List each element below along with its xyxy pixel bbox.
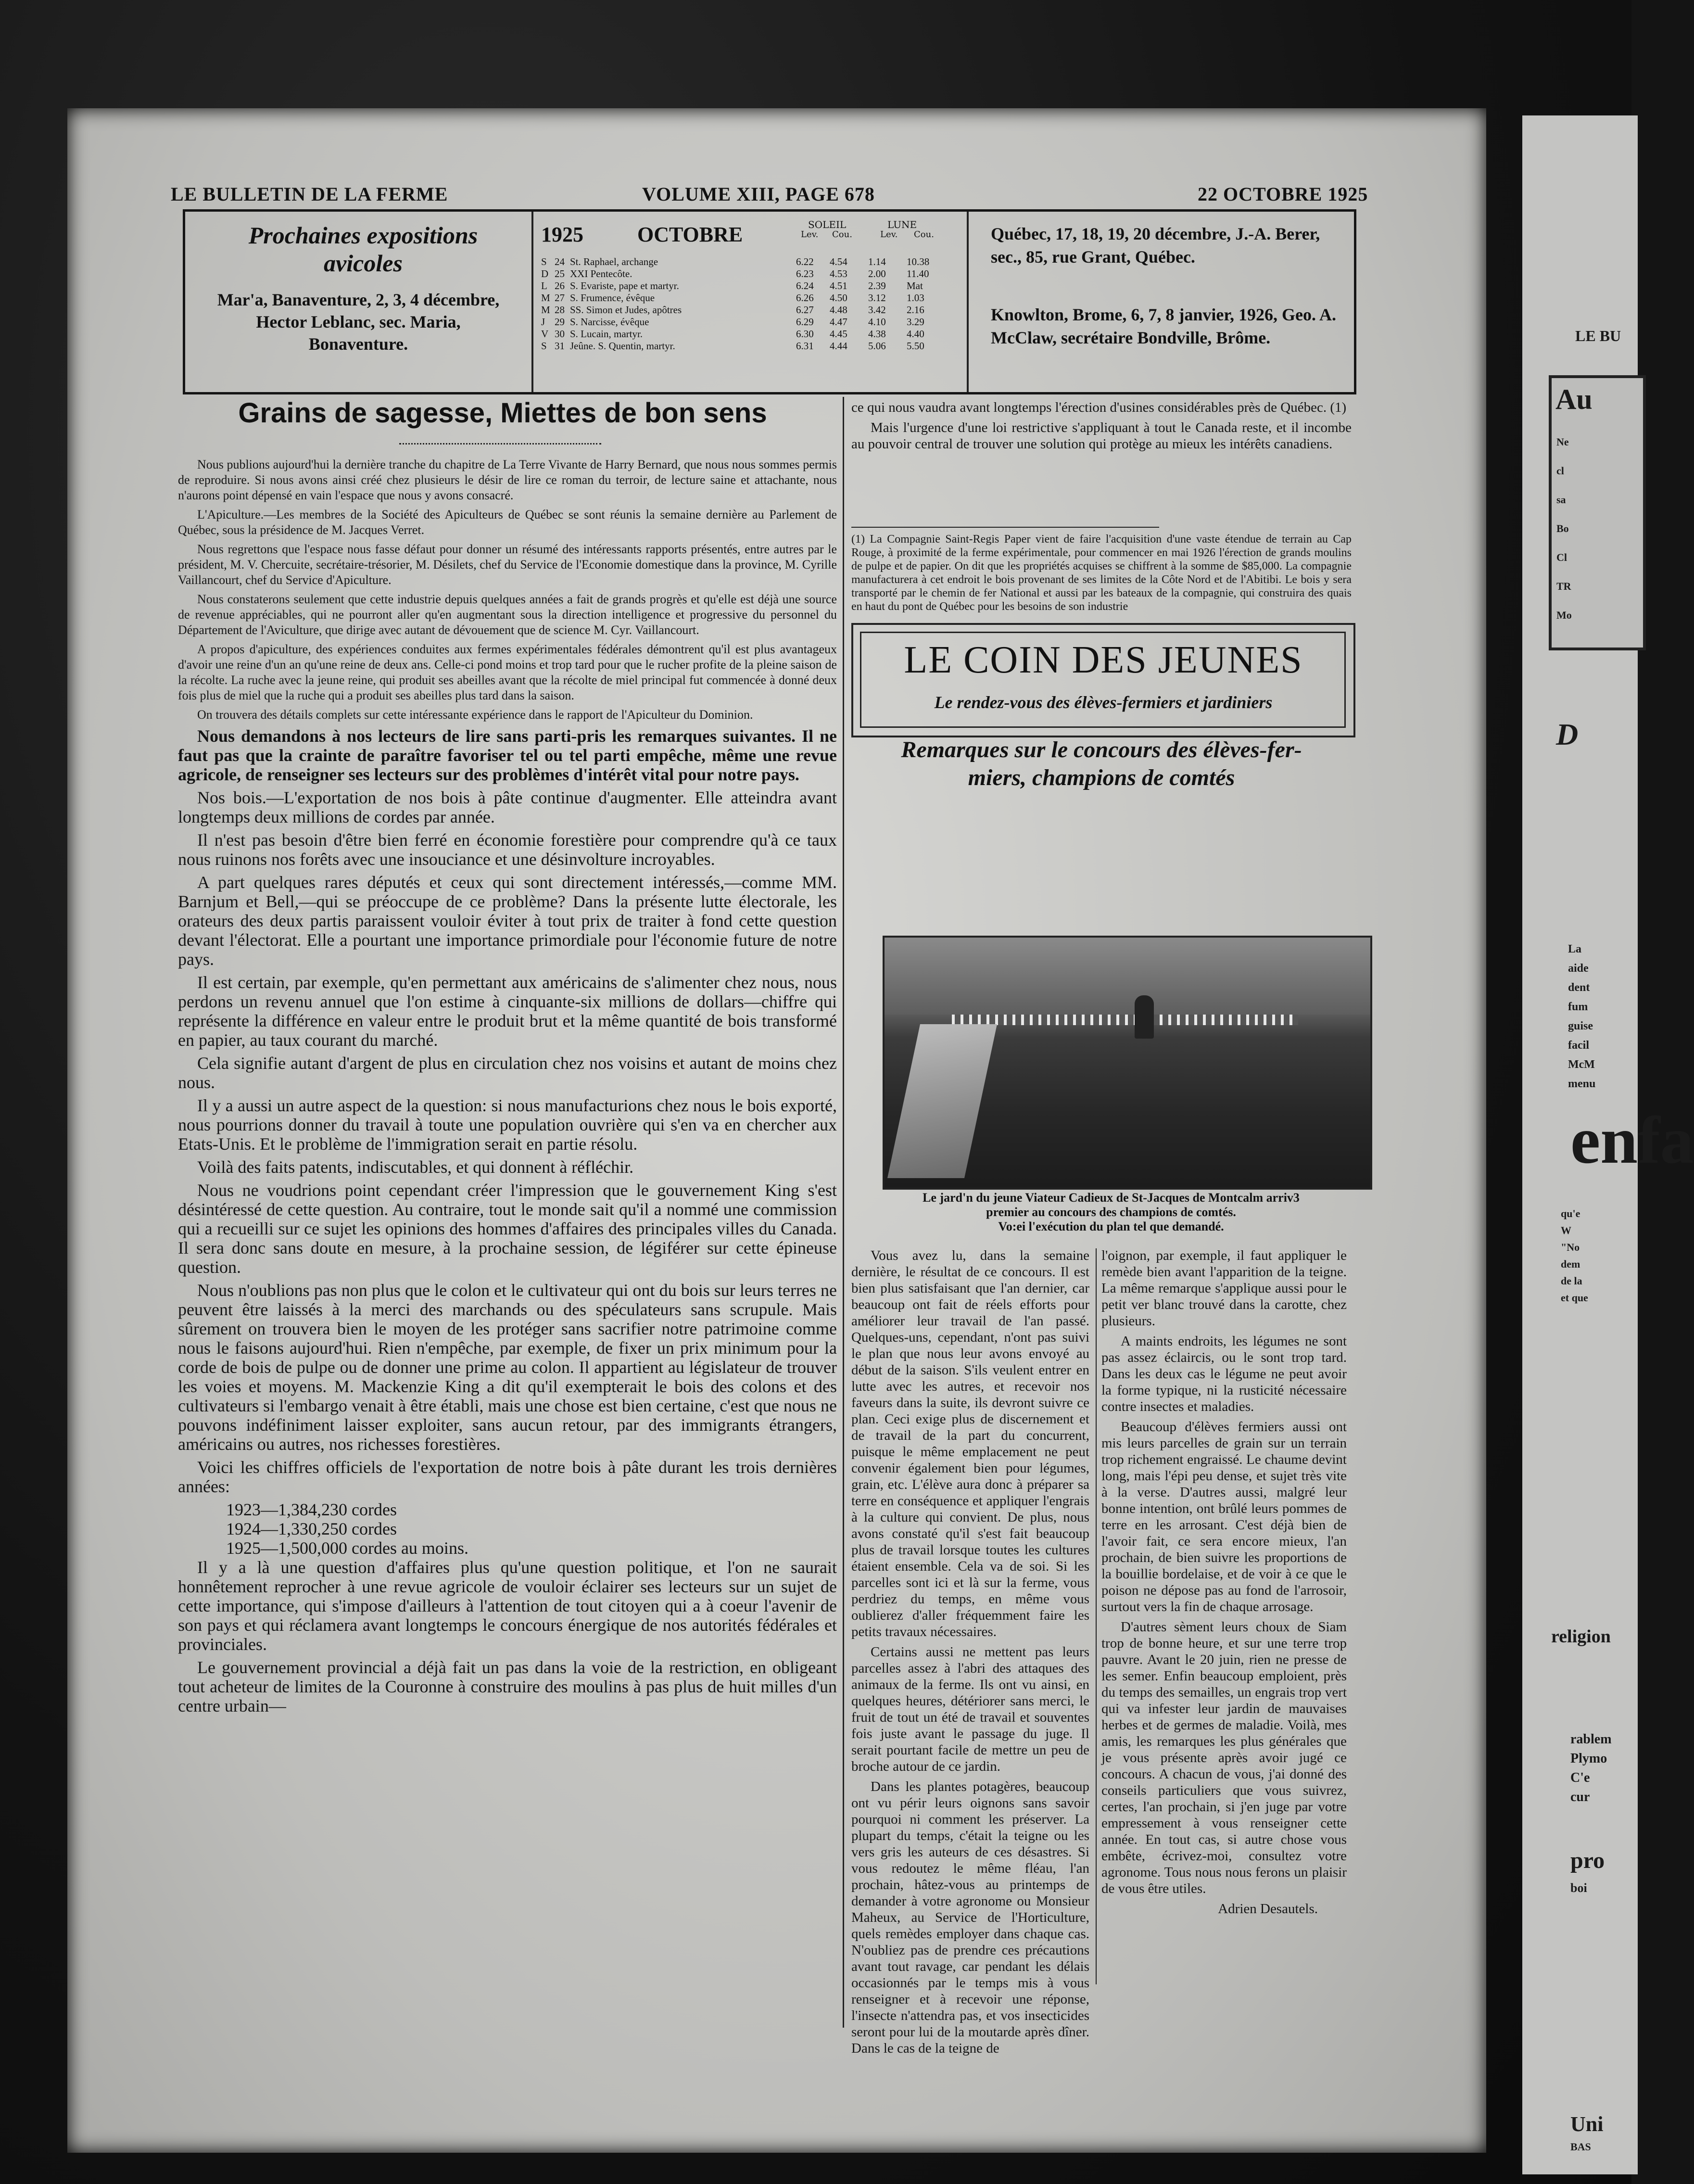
expositions-title: Prochaines expositions avicoles bbox=[248, 222, 478, 277]
calendar-cell-name: S. Evariste, pape et martyr. bbox=[570, 280, 679, 292]
calendar-cell-d: M bbox=[541, 304, 550, 316]
calendar-panel bbox=[534, 212, 969, 392]
calendar-cell-d: S bbox=[541, 340, 547, 352]
calendar-row bbox=[541, 304, 964, 316]
calendar-cell-name: S. Narcisse, évêque bbox=[570, 316, 649, 328]
calendar-cell-d: D bbox=[541, 268, 549, 279]
calendar-cell-ll: 5.06 bbox=[868, 340, 886, 352]
calendar-cell-name: S. Lucain, martyr. bbox=[570, 328, 643, 340]
calendar-cell-name: XXI Pentecôte. bbox=[570, 268, 632, 279]
column-rule bbox=[843, 397, 844, 2028]
calendar-cell-n: 27 bbox=[555, 292, 565, 304]
calendar-row bbox=[541, 280, 964, 292]
bois-paragraph-5: Cela signifie autant d'argent de plus en circulation chez nos voisins et autant de moins chez nous. bbox=[178, 1054, 837, 1092]
issue-date: 22 OCTOBRE 1925 bbox=[1198, 183, 1368, 205]
coin-article-title: Remarques sur le concours des élèves-fer- miers, champions de comtés bbox=[901, 737, 1302, 790]
calendar-row bbox=[541, 316, 964, 328]
export-figures: 1923—1,384,230 cordes 1924—1,330,250 cordes 1925—1,500,000 cordes au moins. bbox=[226, 1500, 468, 1558]
calendar-cell-sl: 6.23 bbox=[796, 268, 814, 279]
calendar-year: 1925 bbox=[541, 223, 583, 246]
adjacent-ad-box: Au Ne cl sa Bo Cl TR Mo bbox=[1549, 375, 1646, 650]
calendar-row bbox=[541, 340, 964, 352]
calendar-cell-ll: 2.39 bbox=[868, 280, 886, 292]
expositions-left-panel bbox=[185, 212, 533, 392]
soleil-cou: Cou. bbox=[832, 229, 852, 240]
calendar-row bbox=[541, 328, 964, 340]
calendar-row bbox=[541, 292, 964, 304]
bois-paragraph-8: Nous ne voudrions point cependant créer l'impression que le gouvernement King s'est désintéressé de cette question. Au contraire, tout le monde sait qu'il a nommé une commission qui a recueilli sur ce sujet les opinions des hommes d'affaires des principales villes du Canada. Il sera donc sans doute en mesure, à la prochaine session, de légiférer sur cette épineuse question. bbox=[178, 1181, 837, 1277]
coin-column-2: l'oignon, par exemple, il faut appliquer le remède bien avant l'apparition de la teigne. La même remarque s'applique aussi pour le petit ver blanc trouvé dans la carotte, chez plusieurs. A maints endroits, les légumes ne sont pas assez éclaircis, ou le sont trop tard. Dans les deux cas le légume ne peut avoir la forme typique, ni la rusticité nécessaire contre insectes et maladies. Beaucoup d'élèves fermiers aussi ont mis leurs parcelles de grain sur un terrain trop richement engraissé. Le chaume devint long, mais l'épi peu dense, et sujet très vite à la verse. D'autres aussi, malgré leur bonne intention, ont brûlé leurs pommes de terre en les arrosant. C'est déjà bien de l'avoir fait, ce sera encore mieux, l'an prochain, de bien suivre les proportions de la bouillie bordelaise, et de voir à ce que le poison ne dépose pas au fond de l'arrosoir, surtout vers la fin de chaque arrosage. D'autres sèment leurs choux de Siam trop de bonne heure, et sur une terre trop pauvre. Avant le 20 juin, rien ne presse de les semer. Enfin beaucoup emploient, près du temps des semailles, un engrais trop vert qui va infester leur jardin de mauvaises herbes et de germes de maladie. Voilà, mes amis, les remarques les plus générales que je vous présente après avoir jugé ce concours. A chacun de vous, j'ai donné des conseils particuliers que vous suivrez, certes, l'an prochain, si j'en juge par votre empressement à vous renseigner cette année. En tout cas, si autre chose vous embête, écrivez-moi, consultez votre agronome. Tous nous nous ferons un plaisir de vous être utiles. Adrien Desautels. bbox=[1101, 1248, 1347, 1917]
photo-caption: Le jard'n du jeune Viateur Cadieux de St-Jacques de Montcalm arriv3 premier au concours des champions de comtés. Vo:ei l'exécution du plan tel que demandé. bbox=[923, 1191, 1300, 1233]
coin-column-rule bbox=[1096, 1248, 1097, 1984]
calendar-cell-n: 26 bbox=[555, 280, 565, 292]
volume-page: VOLUME XIII, PAGE 678 bbox=[642, 183, 875, 205]
footnote: (1) La Compagnie Saint-Regis Paper vient de faire l'acquisition d'une vaste étendue de terrain au Cap Rouge, à proximité de la ferme expérimentale, pour commencer en mai 1926 l'érection de grands moulins de pulpe et de papier. On dit que les propriétés acquises se chiffrent à la somme de $85,000. La compagnie manufacturera à cet endroit le bois provenant de ses limites de la Côte Nord et de l'Abitibi. Le bois y sera transporté par le chemin de fer National et aussi par les bateaux de la compagnie, qui construira des quais en haut du pont de Québec pour les besoins de son industrie bbox=[851, 533, 1352, 613]
author-signature: Adrien Desautels. bbox=[1218, 1901, 1318, 1917]
bois-paragraph-2: Il n'est pas besoin d'être bien ferré en économie forestière pour comprendre qu'à ce taux nous ruinons nos forêts avec une insouciance et une désinvolture incroyables. bbox=[178, 830, 837, 869]
calendar-cell-d: S bbox=[541, 256, 547, 267]
masthead-title: LE BULLETIN DE LA FERME bbox=[171, 183, 448, 205]
calendar-cell-sc: 4.54 bbox=[830, 256, 847, 267]
calendar-cell-n: 30 bbox=[555, 328, 565, 340]
calendar-cell-name: SS. Simon et Judes, apôtres bbox=[570, 304, 682, 316]
calendar-cell-n: 31 bbox=[555, 340, 565, 352]
adjacent-page-header: LE BU bbox=[1575, 327, 1621, 344]
calendar-cell-sl: 6.30 bbox=[796, 328, 814, 340]
title-ornament bbox=[399, 440, 601, 444]
calendar-cell-name: St. Raphael, archange bbox=[570, 256, 658, 267]
footnote-rule bbox=[851, 527, 1159, 528]
calendar-cell-sl: 6.24 bbox=[796, 280, 814, 292]
apiculture-paragraph-5: On trouvera des détails complets sur cette intéressante expérience dans le rapport de l'Apiculteur du Dominion. bbox=[197, 708, 753, 722]
coin-des-jeunes-banner bbox=[851, 623, 1355, 737]
calendar-cell-n: 25 bbox=[555, 268, 565, 279]
calendar-cell-lc: 11.40 bbox=[907, 268, 929, 279]
article-title-grains: Grains de sagesse, Miettes de bon sens bbox=[238, 397, 767, 429]
coin-subtitle: Le rendez-vous des élèves-fermiers et jardiniers bbox=[934, 693, 1273, 712]
calendar-cell-sc: 4.47 bbox=[830, 316, 847, 328]
bois-paragraph-11: Il y a là une question d'affaires plus qu'une question politique, et l'on ne saurait honnêtement reprocher à une revue agricole de vouloir éclairer ses lecteurs sur un sujet de cette importance, qui s'impose d'ailleurs à l'attention de tout citoyen qui a à coeur l'avenir de son pays et qui réclamera avant longtemps le concours énergique de nos autorités fédérales et provinciales. bbox=[178, 1558, 837, 1654]
top-info-box bbox=[183, 209, 1356, 394]
calendar-cell-d: J bbox=[541, 316, 545, 328]
calendar-cell-lc: 1.03 bbox=[907, 292, 924, 304]
lune-lev: Lev. bbox=[880, 229, 898, 240]
bois-paragraph-3: A part quelques rares députés et ceux qui sont directement intéressés,—comme MM. Barnjum et Bell,—qui se préoccupe de ce problème? Dans la présente lutte électorale, les orateurs des deux partis paraissent vouloir éviter à tout prix de traiter à fond cette question devant l'électorat. Elle a pourtant une importance primordiale pour l'économie future de notre pays. bbox=[178, 873, 837, 969]
calendar-cell-name: Jeûne. S. Quentin, martyr. bbox=[570, 340, 675, 352]
calendar-cell-sl: 6.29 bbox=[796, 316, 814, 328]
calendar-row bbox=[541, 268, 964, 280]
newspaper-page bbox=[67, 108, 1486, 2153]
figure bbox=[1135, 995, 1154, 1039]
calendar-cell-sl: 6.26 bbox=[796, 292, 814, 304]
coin-column-1: Vous avez lu, dans la semaine dernière, le résultat de ce concours. Il est bien plus satisfaisant que l'an dernier, car beaucoup ont fait de réels efforts pour améliorer leur travail de l'an passé. Quelques-uns, cependant, n'ont pas suivi le plan que nous leur avons envoyé au début de la saison. S'ils veulent entrer en lutte avec les autres, et recevoir nos faveurs dans la suite, ils devront suivre ce plan. Ceci exige plus de discernement et de travail de la part du concurrent, puisque le même emplacement ne peut convenir également bien pour légumes, grain, etc. L'élève aura donc à préparer sa terre en conséquence et appliquer l'engrais à la culture qui convient. De plus, nous avons constaté qu'il s'est fait beaucoup plus de travail lorsque toutes les cultures étaient ensemble. Cela va de soi. Si les parcelles sont ici et là sur la ferme, vous perdriez du temps, en même vous oublierez d'aller fréquemment faire les petits travaux nécessaires. Certains aussi ne mettent pas leurs parcelles assez à l'abri des attaques des animaux de la ferme. Ils ont vu ainsi, en quelques heures, détériorer sans merci, le fruit de tout un été de travail et souventes fois juste avant le passage du juge. Il serait pourtant facile de mettre un peu de broche autour de ce jardin. Dans les plantes potagères, beaucoup ont vu périr leurs oignons sans savoir pourquoi ni comment les préserver. La plupart du temps, c'était la teigne ou les vers gris les auteurs de ces désastres. Si vous redoutez le même fléau, l'an prochain, hâtez-vous au printemps de demander à votre agronome ou Monsieur Maheux, au Service de l'Horticulture, quels remèdes employer dans chaque cas. N'oubliez pas de prendre ces précautions avant tout ravage, car pendant les délais occasionnés par le temps mis à vous renseigner et à recevoir une réponse, l'insecte n'attendra pas, et vos insecticides seront pour lui de la moutarde après dîner. Dans le cas de la teigne de bbox=[851, 1248, 1089, 2056]
calendar-cell-lc: Mat bbox=[907, 280, 923, 292]
bois-paragraph-7: Voilà des faits patents, indiscutables, et qui donnent à réfléchir. bbox=[197, 1157, 634, 1177]
calendar-cell-lc: 2.16 bbox=[907, 304, 924, 316]
calendar-cell-ll: 3.42 bbox=[868, 304, 886, 316]
bois-paragraph-10: Voici les chiffres officiels de l'exportation de notre bois à pâte durant les trois dernières années: bbox=[178, 1458, 837, 1496]
path bbox=[887, 1024, 997, 1178]
bois-paragraph-1: Nos bois.—L'exportation de nos bois à pâte continue d'augmenter. Elle atteindra avant longtemps deux millions de cordes par année. bbox=[178, 788, 837, 826]
calendar-cell-sl: 6.31 bbox=[796, 340, 814, 352]
calendar-cell-sl: 6.22 bbox=[796, 256, 814, 267]
calendar-cell-d: M bbox=[541, 292, 550, 304]
calendar-cell-d: L bbox=[541, 280, 547, 292]
calendar-cell-lc: 10.38 bbox=[907, 256, 930, 267]
bois-paragraph-12: Le gouvernement provincial a déjà fait un pas dans la voie de la restriction, en obligeant tout acheteur de limites de la Couronne à construire des moulins à pas plus de huit milles d'un centre urbain— bbox=[178, 1658, 837, 1715]
bois-paragraph-9: Nous n'oublions pas non plus que le colon et le cultivateur qui ont du bois sur leurs terres ne peuvent être laissés à la merci des marchands ou des spéculateurs sans scrupule. Mais sûrement on trouvera bien le moyen de les protéger sans sacrifier notre patrimoine comme nous le faisons aujourd'hui. Rien n'empêche, par exemple, de fixer un prix minimum pour la corde de bois de pulpe ou de donner une prime au colon. Il appartient au législateur de trouver les voies et moyens. M. Mackenzie King a dit qu'il exempterait le bois des colons et des cultivateurs si l'embargo venait à être établi, mais une chose est bien certaine, c'est que nous ne pouvons indéfiniment laisser exploiter, sans aucun retour, par des immigrants étrangers, américains ou autres, nos richesses forestières. bbox=[178, 1281, 837, 1454]
left-column bbox=[178, 457, 837, 1719]
soleil-header: SOLEIL bbox=[808, 219, 847, 230]
calendar-cell-sc: 4.44 bbox=[830, 340, 847, 352]
lune-cou: Cou. bbox=[914, 229, 934, 240]
calendar-cell-ll: 3.12 bbox=[868, 292, 886, 304]
expositions-knowlton: Knowlton, Brome, 6, 7, 8 janvier, 1926, Geo. A. McClaw, secrétaire Bondville, Brôme. bbox=[991, 305, 1336, 347]
apiculture-paragraph-3: Nous constaterons seulement que cette industrie depuis quelques années a fait de grands progrès et qu'elle est déjà une source de revenue appréciables, qui ne pourront aller qu'en augmentant sous la direction intelligence et progressive du personnel du Département de l'Aviculture, que dirige avec autant de dévouement que de science M. Cyr. Vaillancourt. bbox=[178, 592, 837, 637]
bois-paragraph-6: Il y a aussi un autre aspect de la question: si nous manufacturions chez nous le bois exporté, nous pourrions donner du travail à toute une population ouvrière qui s'en va en chercher aux Etats-Unis. Et le problème de l'immigration serait en partie résolu. bbox=[178, 1096, 837, 1154]
fence bbox=[952, 1015, 1298, 1025]
calendar-cell-lc: 5.50 bbox=[907, 340, 924, 352]
calendar-cell-d: V bbox=[541, 328, 549, 340]
calendar-row bbox=[541, 256, 964, 268]
adjacent-page-strip: LE BU Au Ne cl sa Bo Cl TR Mo D La aide dent fum guise facil McM menu enfa qu'e W "No dem de la et que religion rablem Plymo C'e cur pro boi Uni BAS bbox=[1522, 115, 1638, 2174]
calendar-cell-sc: 4.45 bbox=[830, 328, 847, 340]
calendar-cell-sc: 4.50 bbox=[830, 292, 847, 304]
editorial-notice: Nous demandons à nos lecteurs de lire sans parti-pris les remarques suivantes. Il ne faut pas que la crainte de paraître favoriser tel ou tel parti empêche, même une revue agricole, de renseigner ses lecteurs sur des problèmes d'intérêt vital pour notre pays. bbox=[178, 726, 837, 784]
calendar-cell-ll: 1.14 bbox=[868, 256, 886, 267]
calendar-cell-ll: 2.00 bbox=[868, 268, 886, 279]
lune-header: LUNE bbox=[887, 219, 917, 230]
expositions-quebec: Québec, 17, 18, 19, 20 décembre, J.-A. Ber​er, sec., 85, rue Grant, Québec. bbox=[991, 224, 1320, 267]
calendar-cell-n: 24 bbox=[555, 256, 565, 267]
apiculture-paragraph: L'Apiculture.—Les membres de la Société des Apiculteurs de Québec se sont réunis la semaine dernière au Parlement de Québec, sous la présidence de M. Jacques Verret. bbox=[178, 508, 837, 537]
expositions-right-panel bbox=[972, 212, 1352, 392]
calendar-rows bbox=[541, 256, 964, 352]
apiculture-paragraph-2: Nous regrettons que l'espace nous fasse défaut pour donner un résumé des intéressants rapports présentés, entre autres par le président, M. V. Chercuite, secrétaire-trésorier, M. Désilets, chef du Service de l'Economie domestique dans la province, M. Cyrille Vaillancourt, chef du Service d'Apiculture. bbox=[178, 542, 837, 587]
calendar-cell-ll: 4.38 bbox=[868, 328, 886, 340]
calendar-cell-sc: 4.53 bbox=[830, 268, 847, 279]
calendar-month: OCTOBRE bbox=[637, 223, 743, 246]
calendar-cell-n: 28 bbox=[555, 304, 565, 316]
calendar-cell-sc: 4.48 bbox=[830, 304, 847, 316]
calendar-cell-sc: 4.51 bbox=[830, 280, 847, 292]
bois-paragraph-4: Il est certain, par exemple, qu'en permettant aux américains de s'alimenter chez nous, nous perdons un revenu annuel que l'on estime à cinquante-six millions de dollars—chiffre qui représente la différence en valeur entre le produit brut et la même quantité de bois transformé en papier, au taux courant du marché. bbox=[178, 973, 837, 1050]
calendar-cell-n: 29 bbox=[555, 316, 565, 328]
expositions-maria: Mar'a, Banaventure, 2, 3, 4 décembre, Hector Leblanc, sec. Maria, Bonaventure. bbox=[217, 290, 500, 354]
garden-photo bbox=[883, 936, 1372, 1190]
soleil-lev: Lev. bbox=[801, 229, 819, 240]
calendar-cell-name: S. Frumence, évêque bbox=[570, 292, 655, 304]
coin-title: LE COIN DES JEUNES bbox=[904, 639, 1303, 681]
calendar-cell-lc: 3.29 bbox=[907, 316, 924, 328]
calendar-cell-ll: 4.10 bbox=[868, 316, 886, 328]
apiculture-paragraph-4: A propos d'apiculture, des expériences conduites aux fermes expérimentales fédérales démontrent qu'il est plus avantageux d'avoir une reine d'un an qu'une reine de deux ans. Celle-ci pond moins et trop tard pour que le rucher profite de la pleine saison de la récolte. La ruche avec la jeune reine, qui produit ses abeilles avant que la récolte de miel principal fut commencée à donné deux fois plus de miel que la ruche qui a produit ses abeilles plus tard dans la saison. bbox=[178, 642, 837, 702]
right-top-continuation: ce qui nous vaudra avant longtemps l'érection d'usines considérables près de Québec. (1) Mais l'urgence d'une loi restrictive s'appliquant à tout le Canada reste, et il incombe au pouvoir central de trouver une solution qui protège au mieux les intérêts canadiens. bbox=[851, 400, 1352, 452]
calendar-cell-lc: 4.40 bbox=[907, 328, 924, 340]
calendar-cell-sl: 6.27 bbox=[796, 304, 814, 316]
intro-paragraph: Nous publions aujourd'hui la dernière tranche du chapitre de La Terre Vivante de Harry Bernard, que nous nous sommes permis de reproduire. Si nous avons ainsi créé chez plusieurs le désir de lire ce roman du terroir, de lecture saine et attachante, nous n'aurons point dépensé en vain l'espace que nous y avons consacré. bbox=[178, 457, 837, 502]
